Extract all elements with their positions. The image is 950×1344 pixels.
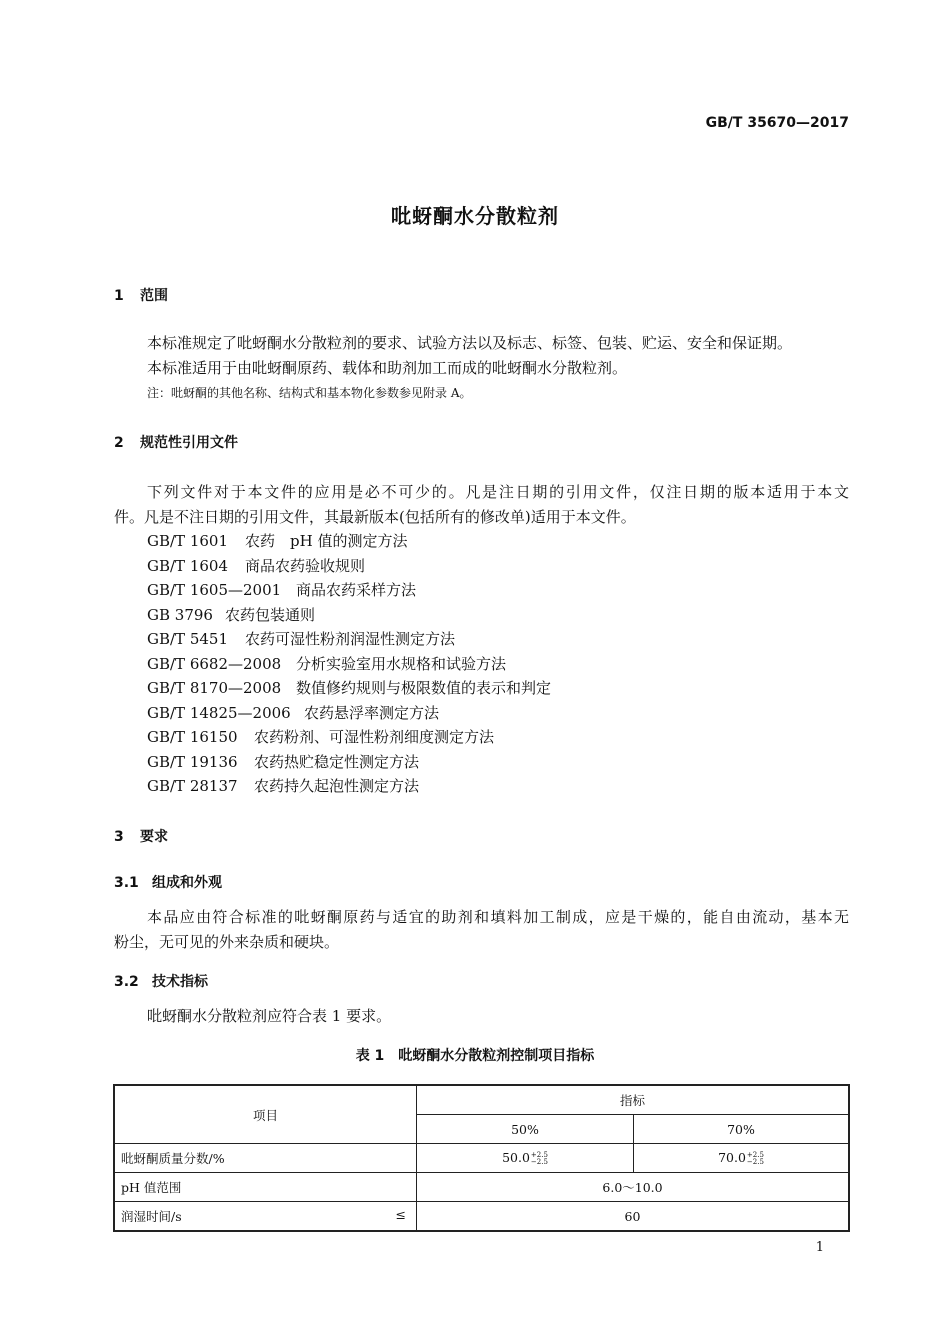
- header-index-cell: 指标: [417, 1085, 850, 1115]
- reference-title: 数值修约规则与极限数值的表示和判定: [296, 679, 552, 697]
- value: 50.0: [502, 1150, 530, 1166]
- composition-line-2: 粉尘，无可见的外来杂质和硬块。: [114, 932, 340, 951]
- tolerance-lower: −2.5: [530, 1157, 548, 1166]
- limit-symbol: ≤: [395, 1207, 406, 1222]
- reference-code: GB/T 8170—2008: [147, 679, 282, 697]
- scope-paragraph-2: 本标准适用于由吡蚜酮原药、载体和助剂加工而成的吡蚜酮水分散粒剂。: [147, 359, 628, 377]
- row-value-cell: [417, 1144, 634, 1173]
- reference-item: [147, 604, 315, 625]
- table-row: [114, 1202, 849, 1232]
- reference-item: [147, 555, 365, 576]
- section-title: 规范性引用文件: [140, 435, 238, 451]
- subsection-title: 组成和外观: [152, 875, 222, 891]
- section-number: 2: [114, 435, 124, 451]
- section-title: 范围: [140, 288, 168, 304]
- section-2-heading: [114, 432, 238, 452]
- reference-item: [147, 653, 506, 674]
- row-item-cell: [114, 1202, 417, 1232]
- reference-item: [147, 579, 416, 600]
- subsection-number: 3.2: [114, 974, 139, 990]
- subsection-3-2-heading: [114, 971, 208, 991]
- reference-title: 农药持久起泡性测定方法: [254, 777, 420, 795]
- references-intro: [114, 480, 849, 529]
- reference-title: 分析实验室用水规格和试验方法: [296, 655, 507, 673]
- composition-line-1: 本品应由符合标准的吡蚜酮原药与适宜的助剂和填料加工制成，应是干燥的，能自由流动，基本无: [147, 908, 849, 926]
- reference-title: 商品农药采样方法: [296, 581, 417, 599]
- reference-code: GB/T 6682—2008: [147, 655, 282, 673]
- header-col-70: 70%: [634, 1115, 850, 1144]
- row-item-label: 润湿时间/s: [121, 1209, 182, 1224]
- subsection-number: 3.1: [114, 875, 139, 891]
- reference-code: GB/T 14825—2006: [147, 704, 291, 722]
- reference-item: [147, 677, 551, 698]
- composition-paragraph: [114, 905, 849, 954]
- reference-item: [147, 751, 419, 772]
- references-intro-line-2: 件。凡是不注日期的引用文件，其最新版本(包括所有的修改单)适用于本文件。: [114, 507, 636, 526]
- row-value-cell: [634, 1144, 850, 1173]
- header-col-50: 50%: [417, 1115, 634, 1144]
- reference-title: 农药粉剂、可湿性粉剂细度测定方法: [254, 728, 495, 746]
- header-item-cell: 项目: [114, 1085, 417, 1144]
- scope-note: 注：吡蚜酮的其他名称、结构式和基本物化参数参见附录 A。: [147, 386, 472, 400]
- reference-title: 农药可湿性粉剂润湿性测定方法: [245, 630, 456, 648]
- reference-code: GB/T 5451: [147, 630, 229, 648]
- reference-item: [147, 530, 407, 551]
- tolerance-lower: −2.5: [746, 1157, 764, 1166]
- subsection-3-1-heading: [114, 872, 222, 892]
- reference-title: 农药热贮稳定性测定方法: [254, 753, 420, 771]
- reference-code: GB/T 19136: [147, 753, 238, 771]
- reference-code: GB/T 28137: [147, 777, 238, 795]
- scope-paragraph-1: 本标准规定了吡蚜酮水分散粒剂的要求、试验方法以及标志、标签、包装、贮运、安全和保证期。: [147, 334, 793, 352]
- reference-title: 农药 pH 值的测定方法: [245, 532, 408, 550]
- section-number: 1: [114, 288, 124, 304]
- tolerance-upper: +2.5: [530, 1150, 548, 1159]
- reference-code: GB/T 1605—2001: [147, 581, 282, 599]
- spec-table: [113, 1084, 850, 1232]
- row-item-cell: 吡蚜酮质量分数/%: [114, 1144, 417, 1173]
- tolerance-upper: +2.5: [746, 1150, 764, 1159]
- reference-code: GB/T 16150: [147, 728, 238, 746]
- reference-item: [147, 628, 455, 649]
- reference-code: GB 3796: [147, 606, 213, 624]
- technical-index-paragraph: 吡蚜酮水分散粒剂应符合表 1 要求。: [147, 1007, 392, 1025]
- document-title: 吡蚜酮水分散粒剂: [391, 204, 559, 228]
- page-number: 1: [815, 1240, 824, 1255]
- section-number: 3: [114, 829, 124, 845]
- reference-title: 商品农药验收规则: [245, 557, 366, 575]
- reference-item: [147, 702, 439, 723]
- reference-item: [147, 726, 494, 747]
- table-caption: 表 1 吡蚜酮水分散粒剂控制项目指标: [355, 1048, 595, 1064]
- subsection-title: 技术指标: [152, 974, 208, 990]
- row-merged-value-cell: 6.0～10.0: [417, 1173, 850, 1202]
- standard-code: GB/T 35670—2017: [705, 115, 849, 131]
- reference-item: [147, 775, 419, 796]
- reference-title: 农药包装通则: [225, 606, 316, 624]
- row-merged-value-cell: 60: [417, 1202, 850, 1232]
- reference-code: GB/T 1601: [147, 532, 229, 550]
- reference-code: GB/T 1604: [147, 557, 229, 575]
- section-1-heading: [114, 285, 168, 305]
- table-header-row: [114, 1085, 849, 1115]
- table-row: [114, 1144, 849, 1173]
- table-row: [114, 1173, 849, 1202]
- section-title: 要求: [140, 829, 168, 845]
- row-item-cell: pH 值范围: [114, 1173, 417, 1202]
- value: 70.0: [718, 1150, 746, 1166]
- reference-title: 农药悬浮率测定方法: [304, 704, 440, 722]
- references-intro-line-1: 下列文件对于本文件的应用是必不可少的。凡是注日期的引用文件，仅注日期的版本适用于本文: [147, 483, 849, 501]
- tolerance: [747, 1152, 764, 1166]
- tolerance: [531, 1152, 548, 1166]
- section-3-heading: [114, 826, 168, 846]
